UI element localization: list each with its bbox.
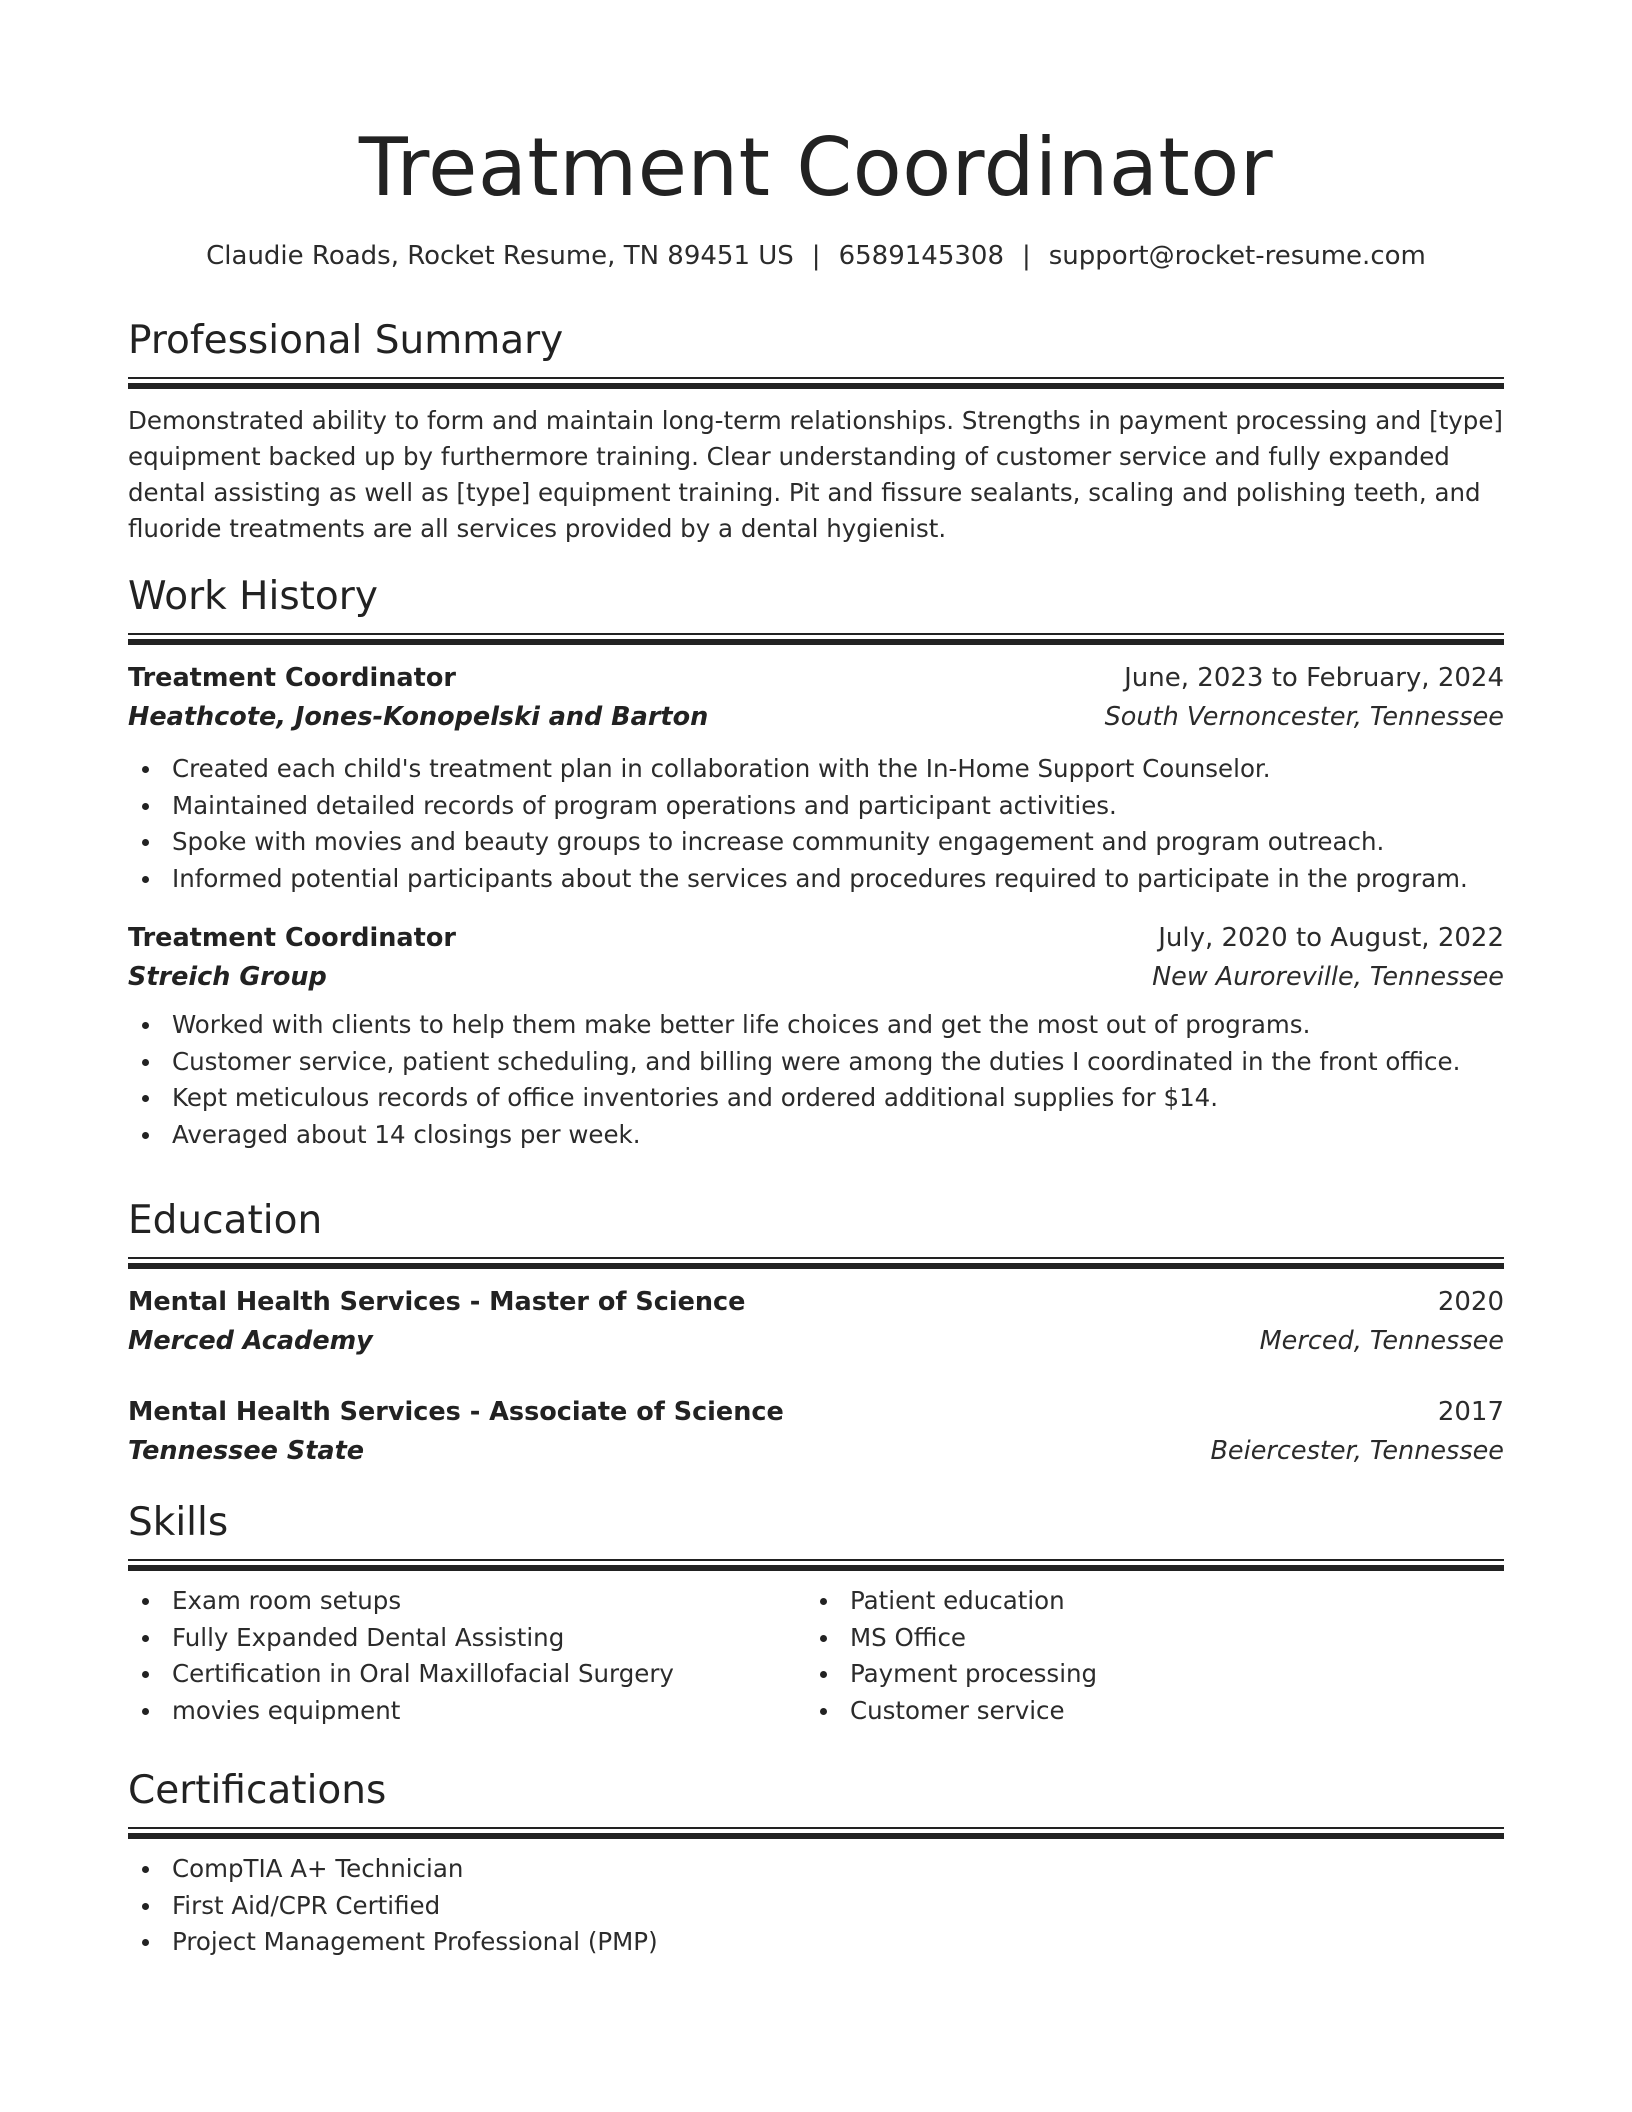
skills-list-right xyxy=(806,1583,1484,1729)
job-company-row xyxy=(128,697,1504,737)
education-header-row xyxy=(128,1393,1504,1431)
section-heading: Professional Summary xyxy=(128,318,564,363)
list-item: First Aid/CPR Certified xyxy=(128,1888,1504,1925)
summary-section xyxy=(128,316,1504,547)
list-item: movies equipment xyxy=(128,1693,806,1730)
skills-section xyxy=(128,1498,1504,1729)
education-entry xyxy=(128,1393,1504,1471)
section-divider xyxy=(128,377,1504,389)
certifications-section xyxy=(128,1766,1504,1961)
job-bullets xyxy=(128,1007,1504,1153)
skills-columns xyxy=(128,1583,1504,1729)
list-item: Averaged about 14 closings per week. xyxy=(128,1117,1504,1154)
education-entry xyxy=(128,1283,1504,1361)
list-item: MS Office xyxy=(806,1620,1484,1657)
section-heading: Certifications xyxy=(128,1768,387,1813)
resume-title: Treatment Coordinator xyxy=(358,121,1274,214)
contact-phone: 6589145308 xyxy=(838,241,1004,271)
contact-address: Claudie Roads, Rocket Resume, TN 89451 US xyxy=(206,241,794,271)
list-item: Project Management Professional (PMP) xyxy=(128,1924,1504,1961)
list-item: Customer service, patient scheduling, and billing were among the duties I coordinated in the front office. xyxy=(128,1044,1504,1081)
list-item: Certification in Oral Maxillofacial Surgery xyxy=(128,1656,806,1693)
job-header-row xyxy=(128,919,1504,957)
education-location: Merced, Tennessee xyxy=(1259,1326,1504,1356)
list-item: Worked with clients to help them make better life choices and get the most out of programs. xyxy=(128,1007,1504,1044)
contact-email: support@rocket-resume.com xyxy=(1048,241,1426,271)
list-item: CompTIA A+ Technician xyxy=(128,1851,1504,1888)
education-location: Beiercester, Tennessee xyxy=(1210,1436,1504,1466)
list-item: Informed potential participants about the services and procedures required to participate in the program. xyxy=(128,861,1504,898)
job-entry xyxy=(128,659,1504,897)
job-company-row xyxy=(128,957,1504,997)
summary-text: Demonstrated ability to form and maintain long-term relationships. Strengths in payment processing and [type] equipment backed up by furthermore training. Clear understanding of customer service and fully expanded dental assisting as well as [type] equipment training. Pit and fissure sealants, scaling and polishing teeth, and fluoride treatments are all services provided by a dental hygienist. xyxy=(128,406,1503,543)
list-item: Maintained detailed records of program operations and participant activities. xyxy=(128,788,1504,825)
section-divider xyxy=(128,1827,1504,1839)
job-location: New Auroreville, Tennessee xyxy=(1152,962,1504,992)
certifications-list xyxy=(128,1851,1504,1961)
education-year: 2017 xyxy=(1437,1397,1504,1427)
job-company: Streich Group xyxy=(128,962,327,992)
skills-list-left xyxy=(128,1583,806,1729)
section-divider xyxy=(128,633,1504,645)
job-company: Heathcote, Jones-Konopelski and Barton xyxy=(128,702,709,732)
job-bullets xyxy=(128,751,1504,897)
section-heading: Education xyxy=(128,1198,323,1243)
list-item: Customer service xyxy=(806,1693,1484,1730)
section-divider xyxy=(128,1559,1504,1571)
education-header-row xyxy=(128,1283,1504,1321)
education-school-row xyxy=(128,1321,1504,1361)
education-school-row xyxy=(128,1431,1504,1471)
job-header-row xyxy=(128,659,1504,697)
contact-separator: | xyxy=(811,241,821,271)
job-dates: June, 2023 to February, 2024 xyxy=(1124,663,1504,693)
education-section xyxy=(128,1196,1504,1471)
work-history-section xyxy=(128,572,1504,1153)
section-heading: Skills xyxy=(128,1500,229,1545)
list-item: Patient education xyxy=(806,1583,1484,1620)
job-title: Treatment Coordinator xyxy=(128,923,456,953)
list-item: Fully Expanded Dental Assisting xyxy=(128,1620,806,1657)
contact-separator: | xyxy=(1021,241,1031,271)
education-school: Tennessee State xyxy=(128,1436,365,1466)
contact-line xyxy=(0,238,1632,274)
education-degree: Mental Health Services - Associate of Science xyxy=(128,1397,784,1427)
list-item: Exam room setups xyxy=(128,1583,806,1620)
job-entry xyxy=(128,919,1504,1153)
section-divider xyxy=(128,1257,1504,1269)
education-degree: Mental Health Services - Master of Science xyxy=(128,1287,746,1317)
list-item: Kept meticulous records of office inventories and ordered additional supplies for $14. xyxy=(128,1080,1504,1117)
education-school: Merced Academy xyxy=(128,1326,373,1356)
job-dates: July, 2020 to August, 2022 xyxy=(1158,923,1504,953)
job-title: Treatment Coordinator xyxy=(128,663,456,693)
list-item: Payment processing xyxy=(806,1656,1484,1693)
education-year: 2020 xyxy=(1437,1287,1504,1317)
list-item: Spoke with movies and beauty groups to increase community engagement and program outreach. xyxy=(128,824,1504,861)
job-location: South Vernoncester, Tennessee xyxy=(1104,702,1504,732)
list-item: Created each child's treatment plan in collaboration with the In-Home Support Counselor. xyxy=(128,751,1504,788)
section-heading: Work History xyxy=(128,574,378,619)
